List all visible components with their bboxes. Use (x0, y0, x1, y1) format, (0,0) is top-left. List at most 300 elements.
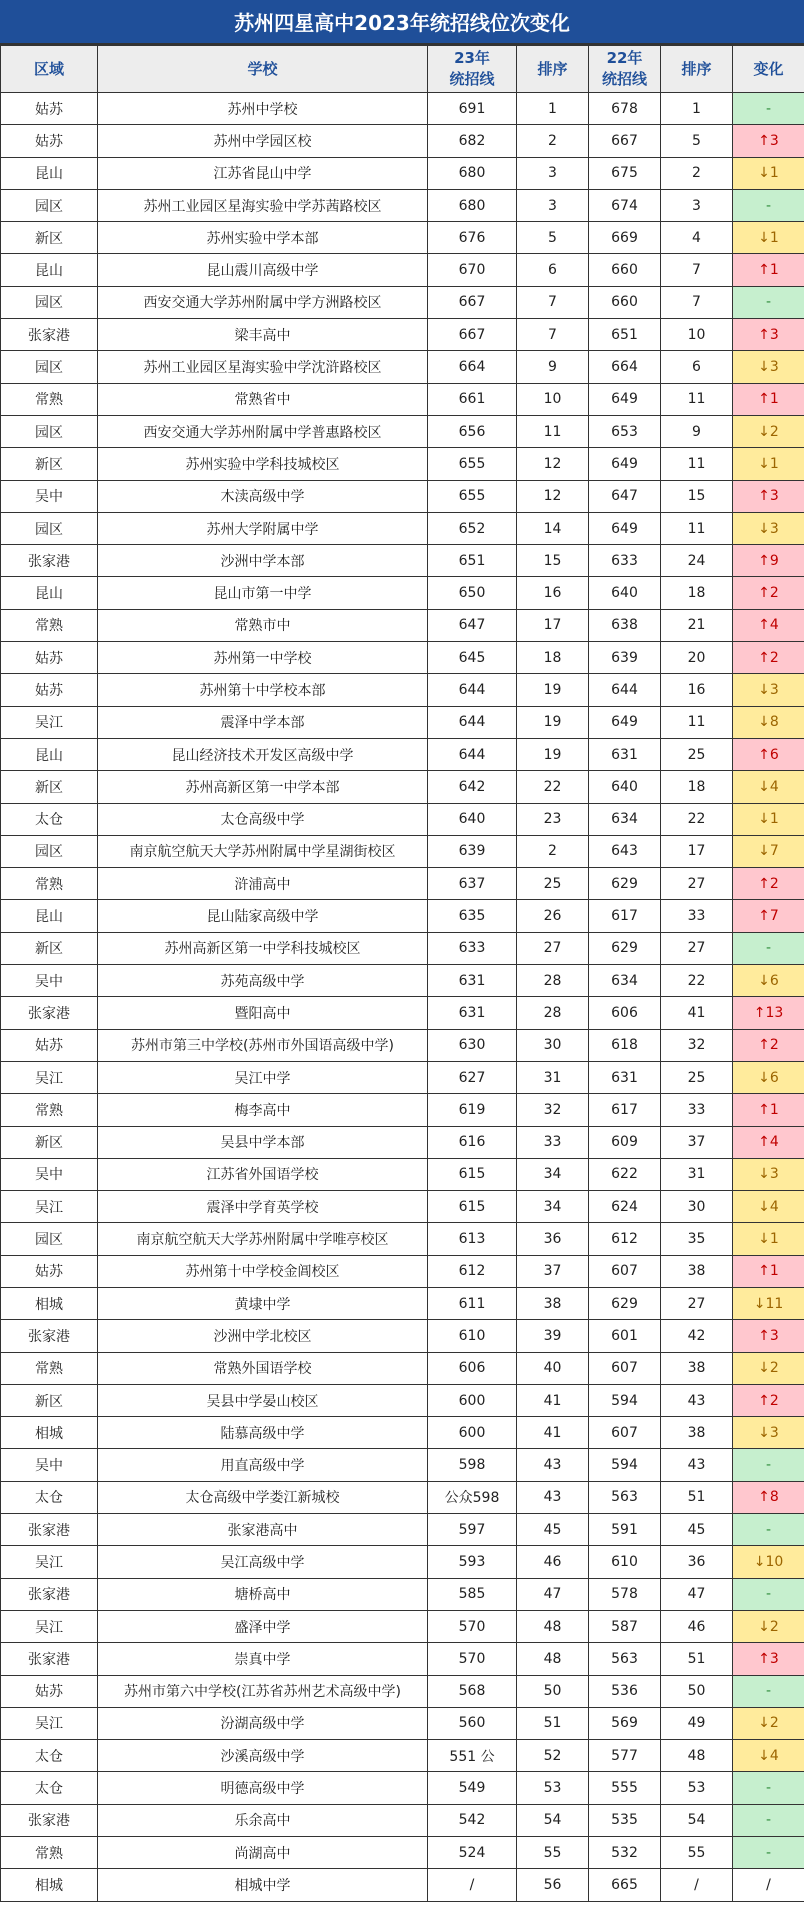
district-cell: 姑苏 (1, 1255, 98, 1287)
change-cell: - (733, 1772, 804, 1804)
rank-22-cell: 53 (661, 1772, 733, 1804)
rank-23-cell: 12 (517, 480, 589, 512)
rank-23-cell: 1 (517, 93, 589, 125)
school-cell: 暨阳高中 (98, 997, 428, 1029)
rank-22-cell: 30 (661, 1191, 733, 1223)
rank-23-cell: 56 (517, 1869, 589, 1901)
school-cell: 常熟省中 (98, 383, 428, 415)
rank-23-cell: 41 (517, 1384, 589, 1416)
score-23-cell: 680 (428, 189, 517, 221)
district-cell: 园区 (1, 189, 98, 221)
school-cell: 用直高级中学 (98, 1449, 428, 1481)
score-23-cell: 616 (428, 1126, 517, 1158)
score-23-cell: 645 (428, 642, 517, 674)
rank-23-cell: 34 (517, 1191, 589, 1223)
score-22-cell: 638 (589, 609, 661, 641)
district-cell: 吴江 (1, 1546, 98, 1578)
district-cell: 姑苏 (1, 674, 98, 706)
rank-23-cell: 45 (517, 1514, 589, 1546)
table-row (1, 1578, 804, 1610)
table-row (1, 189, 804, 221)
change-cell: ↑9 (733, 545, 804, 577)
table-row (1, 997, 804, 1029)
rank-22-cell: 21 (661, 609, 733, 641)
rank-22-cell: 11 (661, 448, 733, 480)
score-23-cell: 560 (428, 1707, 517, 1739)
district-cell: 新区 (1, 771, 98, 803)
rank-23-cell: 6 (517, 254, 589, 286)
rank-22-cell: 22 (661, 803, 733, 835)
district-cell: 相城 (1, 1869, 98, 1901)
score-23-cell: 615 (428, 1191, 517, 1223)
table-row (1, 512, 804, 544)
rank-23-cell: 54 (517, 1804, 589, 1836)
rank-22-cell: 6 (661, 351, 733, 383)
change-cell: ↓10 (733, 1546, 804, 1578)
table-row (1, 1061, 804, 1093)
rank-22-cell: 1 (661, 93, 733, 125)
table-row (1, 803, 804, 835)
score-23-cell: 635 (428, 900, 517, 932)
header-rank-22: 排序 (661, 46, 733, 93)
score-22-cell: 569 (589, 1707, 661, 1739)
table-row (1, 415, 804, 447)
table-body (1, 93, 804, 1902)
score-22-cell: 649 (589, 383, 661, 415)
rank-23-cell: 39 (517, 1320, 589, 1352)
school-cell: 崇真中学 (98, 1643, 428, 1675)
score-23-cell: 633 (428, 932, 517, 964)
school-cell: 太仓高级中学 (98, 803, 428, 835)
rank-23-cell: 5 (517, 222, 589, 254)
change-cell: ↑4 (733, 609, 804, 641)
change-cell: ↑3 (733, 480, 804, 512)
school-cell: 西安交通大学苏州附属中学方洲路校区 (98, 286, 428, 318)
score-22-cell: 647 (589, 480, 661, 512)
rank-23-cell: 11 (517, 415, 589, 447)
score-23-cell: 630 (428, 1029, 517, 1061)
change-cell: ↑2 (733, 868, 804, 900)
rank-22-cell: 43 (661, 1449, 733, 1481)
rank-22-cell: 38 (661, 1352, 733, 1384)
rank-22-cell: 51 (661, 1481, 733, 1513)
score-23-cell: 637 (428, 868, 517, 900)
score-22-cell: 660 (589, 254, 661, 286)
score-23-cell: 615 (428, 1158, 517, 1190)
district-cell: 姑苏 (1, 125, 98, 157)
change-cell: ↑2 (733, 1029, 804, 1061)
score-23-cell: 640 (428, 803, 517, 835)
district-cell: 常熟 (1, 1837, 98, 1869)
score-23-cell: 613 (428, 1223, 517, 1255)
score-22-cell: 675 (589, 157, 661, 189)
score-22-cell: 631 (589, 738, 661, 770)
table-row (1, 965, 804, 997)
score-22-cell: 609 (589, 1126, 661, 1158)
change-cell: ↑7 (733, 900, 804, 932)
rank-22-cell: 48 (661, 1740, 733, 1772)
rank-22-cell: 50 (661, 1675, 733, 1707)
school-cell: 浒浦高中 (98, 868, 428, 900)
score-23-cell: 644 (428, 706, 517, 738)
score-22-cell: 612 (589, 1223, 661, 1255)
school-cell: 昆山震川高级中学 (98, 254, 428, 286)
change-cell: ↑1 (733, 1094, 804, 1126)
table-row (1, 642, 804, 674)
table-row (1, 1481, 804, 1513)
score-22-cell: 607 (589, 1255, 661, 1287)
table-row (1, 222, 804, 254)
rank-22-cell: 38 (661, 1255, 733, 1287)
score-23-cell: 600 (428, 1417, 517, 1449)
district-cell: 园区 (1, 512, 98, 544)
change-cell: ↓2 (733, 1707, 804, 1739)
district-cell: 姑苏 (1, 1675, 98, 1707)
rank-23-cell: 31 (517, 1061, 589, 1093)
change-cell: ↑3 (733, 319, 804, 351)
rank-23-cell: 36 (517, 1223, 589, 1255)
table-row (1, 577, 804, 609)
table-row (1, 319, 804, 351)
school-cell: 张家港高中 (98, 1514, 428, 1546)
rank-22-cell: 27 (661, 1287, 733, 1319)
school-cell: 乐余高中 (98, 1804, 428, 1836)
school-cell: 苏州实验中学本部 (98, 222, 428, 254)
table-row (1, 1610, 804, 1642)
school-cell: 吴县中学晏山校区 (98, 1384, 428, 1416)
district-cell: 常熟 (1, 1352, 98, 1384)
rank-22-cell: 45 (661, 1514, 733, 1546)
change-cell: ↓2 (733, 1610, 804, 1642)
rank-23-cell: 41 (517, 1417, 589, 1449)
district-cell: 相城 (1, 1287, 98, 1319)
ranking-table (0, 45, 804, 1902)
score-22-cell: 622 (589, 1158, 661, 1190)
table-row (1, 1255, 804, 1287)
district-cell: 昆山 (1, 577, 98, 609)
change-cell: ↓1 (733, 1223, 804, 1255)
school-cell: 沙洲中学本部 (98, 545, 428, 577)
rank-22-cell: 11 (661, 512, 733, 544)
score-23-cell: 549 (428, 1772, 517, 1804)
score-23-cell: 650 (428, 577, 517, 609)
score-22-cell: 629 (589, 1287, 661, 1319)
rank-23-cell: 47 (517, 1578, 589, 1610)
district-cell: 吴江 (1, 706, 98, 738)
table-row (1, 1869, 804, 1901)
rank-23-cell: 12 (517, 448, 589, 480)
score-23-cell: 570 (428, 1643, 517, 1675)
table-row (1, 1223, 804, 1255)
change-cell: ↓3 (733, 351, 804, 383)
rank-22-cell: 15 (661, 480, 733, 512)
change-cell: ↓11 (733, 1287, 804, 1319)
rank-22-cell: 31 (661, 1158, 733, 1190)
table-row (1, 480, 804, 512)
table-row (1, 1449, 804, 1481)
score-22-cell: 563 (589, 1643, 661, 1675)
rank-22-cell: 17 (661, 835, 733, 867)
score-23-cell: 610 (428, 1320, 517, 1352)
header-score-22 (589, 46, 661, 93)
table-row (1, 1546, 804, 1578)
rank-23-cell: 33 (517, 1126, 589, 1158)
score-23-cell: 619 (428, 1094, 517, 1126)
rank-22-cell: 10 (661, 319, 733, 351)
school-cell: 汾湖高级中学 (98, 1707, 428, 1739)
school-cell: 太仓高级中学娄江新城校 (98, 1481, 428, 1513)
score-22-cell: 651 (589, 319, 661, 351)
score-23-cell: 680 (428, 157, 517, 189)
score-23-cell: 631 (428, 965, 517, 997)
rank-22-cell: 25 (661, 1061, 733, 1093)
rank-23-cell: 46 (517, 1546, 589, 1578)
rank-23-cell: 2 (517, 125, 589, 157)
score-22-cell: 563 (589, 1481, 661, 1513)
school-cell: 苏州第十中学校金阊校区 (98, 1255, 428, 1287)
score-22-cell: 532 (589, 1837, 661, 1869)
score-23-cell: 627 (428, 1061, 517, 1093)
change-cell: ↓4 (733, 771, 804, 803)
rank-22-cell: 49 (661, 1707, 733, 1739)
rank-22-cell: 27 (661, 932, 733, 964)
score-23-cell: 656 (428, 415, 517, 447)
school-cell: 盛泽中学 (98, 1610, 428, 1642)
district-cell: 太仓 (1, 1772, 98, 1804)
rank-23-cell: 19 (517, 674, 589, 706)
table-row (1, 1837, 804, 1869)
district-cell: 昆山 (1, 900, 98, 932)
district-cell: 新区 (1, 1126, 98, 1158)
rank-23-cell: 16 (517, 577, 589, 609)
rank-23-cell: 34 (517, 1158, 589, 1190)
change-cell: ↑3 (733, 1643, 804, 1675)
rank-23-cell: 17 (517, 609, 589, 641)
table-row (1, 738, 804, 770)
district-cell: 张家港 (1, 1643, 98, 1675)
table-row (1, 1320, 804, 1352)
district-cell: 昆山 (1, 254, 98, 286)
change-cell: ↓8 (733, 706, 804, 738)
school-cell: 苏州中学校 (98, 93, 428, 125)
change-cell: - (733, 286, 804, 318)
table-row (1, 1191, 804, 1223)
score-23-cell: 600 (428, 1384, 517, 1416)
rank-22-cell: 11 (661, 383, 733, 415)
score-22-cell: 664 (589, 351, 661, 383)
score-23-cell: 647 (428, 609, 517, 641)
rank-23-cell: 25 (517, 868, 589, 900)
change-cell: - (733, 189, 804, 221)
header-row (1, 46, 804, 93)
district-cell: 太仓 (1, 1740, 98, 1772)
score-22-cell: 649 (589, 448, 661, 480)
school-cell: 昆山经济技术开发区高级中学 (98, 738, 428, 770)
district-cell: 新区 (1, 1384, 98, 1416)
school-cell: 沙溪高级中学 (98, 1740, 428, 1772)
district-cell: 常熟 (1, 383, 98, 415)
rank-22-cell: 24 (661, 545, 733, 577)
score-23-cell: 598 (428, 1449, 517, 1481)
rank-23-cell: 40 (517, 1352, 589, 1384)
rank-22-cell: 54 (661, 1804, 733, 1836)
score-22-cell: 591 (589, 1514, 661, 1546)
table-row (1, 1772, 804, 1804)
district-cell: 新区 (1, 222, 98, 254)
rank-23-cell: 3 (517, 189, 589, 221)
school-cell: 昆山市第一中学 (98, 577, 428, 609)
score-22-cell: 653 (589, 415, 661, 447)
score-22-cell: 633 (589, 545, 661, 577)
table-row (1, 1707, 804, 1739)
rank-23-cell: 27 (517, 932, 589, 964)
header-school: 学校 (98, 46, 428, 93)
score-22-cell: 634 (589, 803, 661, 835)
district-cell: 张家港 (1, 1578, 98, 1610)
table-row (1, 868, 804, 900)
district-cell: 张家港 (1, 997, 98, 1029)
score-23-cell: 606 (428, 1352, 517, 1384)
header-rank-23: 排序 (517, 46, 589, 93)
score-22-cell: 618 (589, 1029, 661, 1061)
score-22-cell: 629 (589, 932, 661, 964)
score-22-cell: 607 (589, 1352, 661, 1384)
rank-22-cell: 27 (661, 868, 733, 900)
table-row (1, 157, 804, 189)
score-23-cell: 651 (428, 545, 517, 577)
change-cell: ↓7 (733, 835, 804, 867)
score-23-cell: 639 (428, 835, 517, 867)
district-cell: 张家港 (1, 319, 98, 351)
school-cell: 尚湖高中 (98, 1837, 428, 1869)
score-22-cell: 610 (589, 1546, 661, 1578)
school-cell: 震泽中学育英学校 (98, 1191, 428, 1223)
table-row (1, 835, 804, 867)
score-22-cell: 606 (589, 997, 661, 1029)
change-cell: ↓2 (733, 1352, 804, 1384)
change-cell: ↑8 (733, 1481, 804, 1513)
change-cell: ↑4 (733, 1126, 804, 1158)
district-cell: 新区 (1, 932, 98, 964)
school-cell: 苏苑高级中学 (98, 965, 428, 997)
school-cell: 西安交通大学苏州附属中学普惠路校区 (98, 415, 428, 447)
score-22-cell: 634 (589, 965, 661, 997)
district-cell: 吴江 (1, 1610, 98, 1642)
score-22-cell: 649 (589, 512, 661, 544)
change-cell: - (733, 1514, 804, 1546)
table-row (1, 1126, 804, 1158)
district-cell: 张家港 (1, 545, 98, 577)
school-cell: 沙洲中学北校区 (98, 1320, 428, 1352)
score-22-cell: 678 (589, 93, 661, 125)
school-cell: 江苏省外国语学校 (98, 1158, 428, 1190)
table-row (1, 1514, 804, 1546)
score-23-cell: 652 (428, 512, 517, 544)
school-cell: 常熟市中 (98, 609, 428, 641)
change-cell: ↓6 (733, 1061, 804, 1093)
district-cell: 张家港 (1, 1320, 98, 1352)
score-23-cell: 593 (428, 1546, 517, 1578)
score-22-cell: 640 (589, 577, 661, 609)
score-23-cell: 682 (428, 125, 517, 157)
district-cell: 吴中 (1, 1158, 98, 1190)
change-cell: ↑13 (733, 997, 804, 1029)
header-district: 区域 (1, 46, 98, 93)
district-cell: 昆山 (1, 157, 98, 189)
table-row (1, 932, 804, 964)
score-23-cell: 568 (428, 1675, 517, 1707)
score-22-cell: 644 (589, 674, 661, 706)
score-23-cell: 676 (428, 222, 517, 254)
table-row (1, 771, 804, 803)
rank-23-cell: 28 (517, 997, 589, 1029)
rank-23-cell: 53 (517, 1772, 589, 1804)
school-cell: 苏州工业园区星海实验中学沈浒路校区 (98, 351, 428, 383)
rank-22-cell: 33 (661, 900, 733, 932)
score-22-cell: 587 (589, 1610, 661, 1642)
score-22-cell: 555 (589, 1772, 661, 1804)
rank-22-cell: 37 (661, 1126, 733, 1158)
school-cell: 黄埭中学 (98, 1287, 428, 1319)
rank-23-cell: 50 (517, 1675, 589, 1707)
district-cell: 姑苏 (1, 93, 98, 125)
rank-22-cell: 22 (661, 965, 733, 997)
table-row (1, 900, 804, 932)
school-cell: 江苏省昆山中学 (98, 157, 428, 189)
change-cell: - (733, 1578, 804, 1610)
change-cell: / (733, 1869, 804, 1901)
score-22-cell: 617 (589, 1094, 661, 1126)
change-cell: ↑1 (733, 383, 804, 415)
rank-22-cell: 4 (661, 222, 733, 254)
score-23-cell: 585 (428, 1578, 517, 1610)
table-row (1, 1094, 804, 1126)
table-row (1, 674, 804, 706)
change-cell: ↓1 (733, 448, 804, 480)
score-23-cell: 570 (428, 1610, 517, 1642)
rank-22-cell: 36 (661, 1546, 733, 1578)
score-22-cell: 578 (589, 1578, 661, 1610)
school-cell: 相城中学 (98, 1869, 428, 1901)
change-cell: ↑3 (733, 1320, 804, 1352)
school-cell: 南京航空航天大学苏州附属中学星湖街校区 (98, 835, 428, 867)
change-cell: ↓3 (733, 1417, 804, 1449)
score-23-cell: 644 (428, 738, 517, 770)
district-cell: 园区 (1, 286, 98, 318)
rank-22-cell: 20 (661, 642, 733, 674)
rank-22-cell: 42 (661, 1320, 733, 1352)
rank-23-cell: 9 (517, 351, 589, 383)
score-22-cell: 660 (589, 286, 661, 318)
rank-22-cell: 18 (661, 771, 733, 803)
table-row (1, 1740, 804, 1772)
header-score-22-year: 22年 (606, 49, 643, 67)
district-cell: 园区 (1, 1223, 98, 1255)
district-cell: 太仓 (1, 1481, 98, 1513)
rank-23-cell: 7 (517, 319, 589, 351)
table-row (1, 1417, 804, 1449)
district-cell: 吴江 (1, 1191, 98, 1223)
district-cell: 吴江 (1, 1061, 98, 1093)
score-22-cell: 629 (589, 868, 661, 900)
rank-22-cell: 25 (661, 738, 733, 770)
rank-22-cell: 41 (661, 997, 733, 1029)
rank-22-cell: 32 (661, 1029, 733, 1061)
score-22-cell: 594 (589, 1449, 661, 1481)
change-cell: ↓4 (733, 1191, 804, 1223)
header-score-23-year: 23年 (454, 49, 490, 67)
score-22-cell: 674 (589, 189, 661, 221)
